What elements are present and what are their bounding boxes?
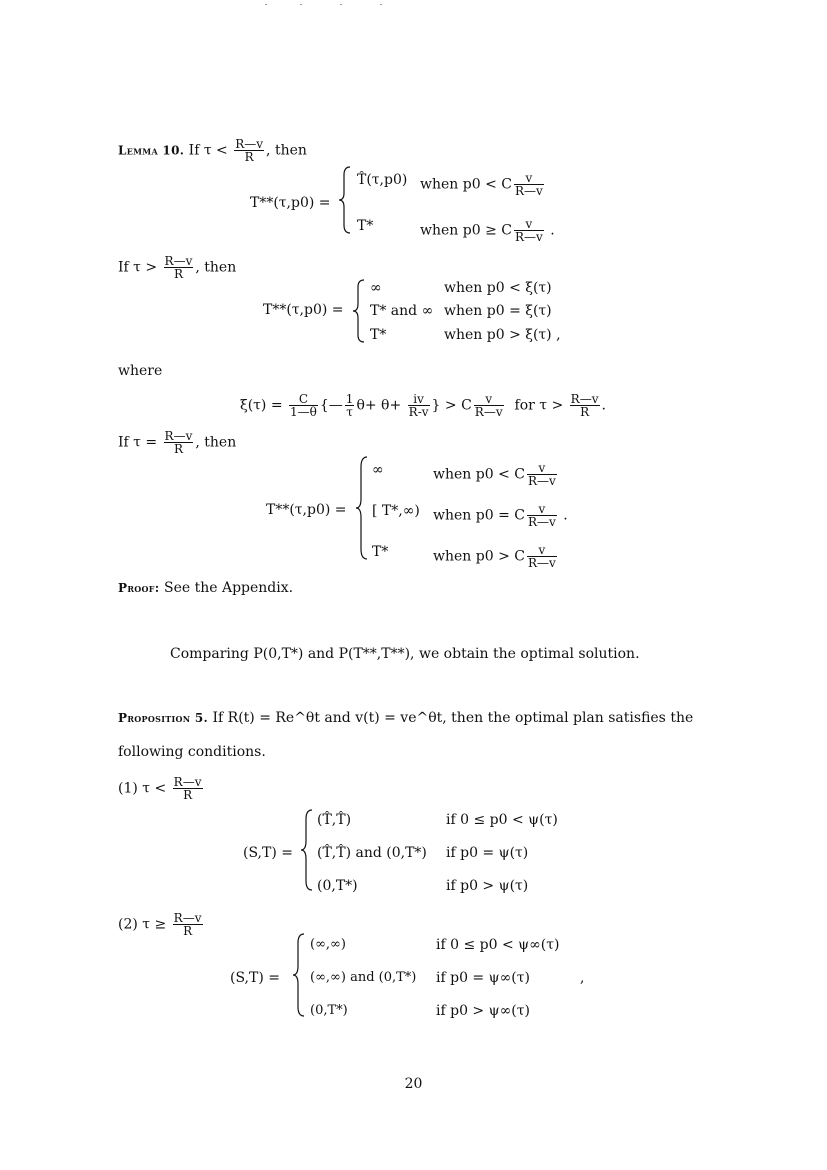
fraction-denominator: R — [183, 924, 193, 938]
fraction-numerator: v — [527, 503, 557, 516]
case1-lhs: T**(τ,p0) = — [250, 195, 331, 211]
fraction — [234, 138, 264, 163]
condition1-text: (1) τ < — [118, 780, 167, 797]
case-condition: if p0 = ψ∞(τ) — [436, 970, 530, 986]
case-condition: when p0 < C — [420, 176, 512, 193]
case1-row — [357, 172, 407, 188]
fraction-denominator: R-v — [408, 405, 429, 419]
where-text: where — [118, 363, 163, 379]
fraction-numerator: R—v — [173, 775, 202, 789]
case3-intro — [118, 430, 236, 455]
case-condition: if p0 = ψ(τ) — [446, 845, 529, 861]
case2-row — [370, 303, 433, 319]
condition2-row-cond — [436, 937, 559, 953]
then-text: , then — [195, 259, 237, 276]
fraction-numerator: R—v — [164, 429, 193, 443]
case-condition: when p0 < ξ(τ) — [444, 280, 552, 296]
case-value: [ T*,∞) — [372, 503, 420, 519]
case3-row — [372, 544, 388, 560]
fraction-denominator: 1—θ — [290, 405, 317, 419]
fraction-numerator: v — [527, 462, 557, 475]
fraction-numerator: R—v — [164, 254, 193, 268]
fraction-numerator: iv — [408, 393, 430, 406]
case2-row — [370, 327, 386, 343]
case2-intro — [118, 255, 236, 280]
case-value: (∞,∞) — [310, 937, 346, 952]
case-condition: when p0 > ξ(τ) , — [444, 327, 561, 343]
xi-end: } > C — [431, 397, 472, 414]
fraction-numerator: v — [514, 172, 544, 185]
case-condition: if 0 ≤ p0 < ψ∞(τ) — [436, 937, 560, 953]
fraction-numerator: R—v — [173, 911, 202, 925]
case3-row-cond — [433, 544, 559, 569]
case1-row-cond: when p0 ≥ C $\frac{v}{R—v}$ . — [420, 217, 555, 244]
condition2-row — [310, 970, 416, 986]
page-number: 20 — [404, 1076, 423, 1092]
scan-artifact — [300, 4, 302, 5]
case-value: T* and ∞ — [370, 303, 434, 319]
fraction-denominator: R—v — [514, 184, 543, 198]
fraction-denominator: τ — [346, 405, 353, 419]
case2-row-cond — [444, 303, 552, 319]
case3-lhs: T**(τ,p0) = — [266, 502, 347, 518]
condition2-text: (2) τ ≥ — [118, 916, 167, 933]
case-value: ∞ — [370, 280, 382, 296]
condition1-row-cond — [446, 812, 558, 828]
condition1-label — [118, 776, 205, 801]
condition1-row — [317, 812, 351, 828]
fraction-denominator: R — [173, 442, 183, 456]
condition1-row — [317, 845, 427, 861]
fraction-denominator: R — [580, 405, 590, 419]
case-value: (0,T*) — [310, 1003, 348, 1018]
fraction-numerator: v — [514, 218, 544, 231]
case-value: T* — [357, 218, 374, 234]
condition2-row — [310, 937, 346, 953]
lemma-case1-intro: If τ < — [188, 142, 228, 159]
fraction-numerator: 1 — [345, 392, 354, 406]
left-brace-icon — [355, 455, 369, 561]
fraction-denominator: R — [183, 788, 193, 802]
condition1-row-cond — [446, 878, 528, 894]
proposition-heading — [118, 710, 693, 726]
fraction-numerator: R—v — [570, 392, 599, 406]
condition1-row — [317, 878, 358, 894]
condition2-row-cond — [436, 1003, 530, 1019]
fraction-denominator: R—v — [514, 230, 543, 244]
case-condition: when p0 ≥ C — [420, 222, 512, 239]
xi-brace-open: {— — [319, 397, 343, 414]
proposition-text: If R(t) = Re^θt and v(t) = ve^θt, then the optimal plan satisfies the — [212, 710, 694, 726]
case2-row-cond — [444, 280, 552, 296]
case-value: T* — [372, 544, 389, 560]
case2-intro-text: If τ > — [118, 259, 158, 276]
condition1-lhs: (S,T) = — [243, 845, 293, 861]
lemma-heading — [118, 138, 307, 163]
then-text: , then — [195, 434, 237, 451]
xi-definition: ξ(τ) = $\frac{C}{1—\theta}$ {— $\frac{1}{\tau}$ θ+ θ+ $\frac{iv}{R-v}$ } > C $\frac{v}{R—v}$ for τ > $\frac{R—v}{R}$ . — [240, 392, 606, 419]
fraction-denominator: R — [244, 150, 254, 164]
proof-label: Proof: — [118, 581, 160, 595]
fraction-numerator: C — [289, 393, 318, 406]
case-value: (∞,∞) and (0,T*) — [310, 970, 417, 985]
proposition-text-line2: following conditions. — [118, 744, 266, 760]
xi-middle: θ+ θ+ — [356, 397, 402, 414]
case-value: (T̂,T̂) and (0,T*) — [317, 845, 427, 861]
case-condition: if p0 > ψ(τ) — [446, 878, 529, 894]
scan-artifact — [380, 4, 382, 5]
case-condition: when p0 = ξ(τ) — [444, 303, 552, 319]
comparing-sentence: Comparing P(0,T*) and P(T**,T**), we obtain the optimal solution. — [170, 646, 640, 662]
fraction-denominator: R—v — [527, 474, 556, 488]
fraction-denominator: R—v — [474, 405, 503, 419]
case-condition: if p0 > ψ∞(τ) — [436, 1003, 530, 1019]
proof-text: See the Appendix. — [163, 580, 294, 596]
case1-row — [357, 218, 373, 234]
case-condition: when p0 > C — [433, 548, 525, 565]
left-brace-icon — [292, 932, 306, 1018]
condition1-row-cond — [446, 845, 528, 861]
condition2-row — [310, 1003, 348, 1019]
fraction-numerator: v — [474, 393, 504, 406]
case3-row — [372, 462, 384, 478]
xi-lhs: ξ(τ) = — [240, 397, 283, 414]
case-condition: when p0 = C — [433, 507, 525, 524]
case3-row-cond: when p0 = C $\frac{v}{R—v}$ . — [433, 502, 568, 529]
case1-row-cond — [420, 172, 546, 197]
case2-row — [370, 280, 382, 296]
fraction-denominator: R — [173, 267, 183, 281]
fraction-denominator: R—v — [527, 515, 556, 529]
xi-for: for τ > — [514, 397, 564, 414]
proposition-label: Proposition 5. — [118, 711, 209, 725]
scan-artifact — [340, 4, 342, 5]
case-condition: when p0 < C — [433, 466, 525, 483]
case2-lhs: T**(τ,p0) = — [263, 302, 344, 318]
case-value: ∞ — [372, 462, 384, 478]
fraction-numerator: v — [527, 544, 557, 557]
fraction-numerator: R—v — [235, 137, 264, 151]
fraction-denominator: R—v — [527, 556, 556, 570]
case-condition: if 0 ≤ p0 < ψ(τ) — [446, 812, 558, 828]
scan-artifact — [265, 4, 267, 5]
case3-row — [372, 503, 420, 519]
left-brace-icon — [352, 278, 366, 344]
case3-intro-text: If τ = — [118, 434, 158, 451]
case2-row-cond — [444, 327, 561, 343]
case-value: T* — [370, 327, 387, 343]
trailing-comma: , — [580, 970, 585, 986]
condition2-lhs: (S,T) = — [230, 970, 280, 986]
condition2-row-cond — [436, 970, 530, 986]
condition2-label — [118, 912, 205, 937]
case-value: (T̂,T̂) — [317, 812, 352, 828]
case-value: (0,T*) — [317, 878, 358, 894]
proof-line — [118, 580, 293, 596]
left-brace-icon — [338, 165, 352, 235]
lemma-label: Lemma 10. — [118, 143, 185, 158]
case3-row-cond — [433, 462, 559, 487]
left-brace-icon — [300, 808, 314, 892]
case-value: T̂(τ,p0) — [357, 172, 408, 188]
then-text: , then — [266, 142, 307, 159]
